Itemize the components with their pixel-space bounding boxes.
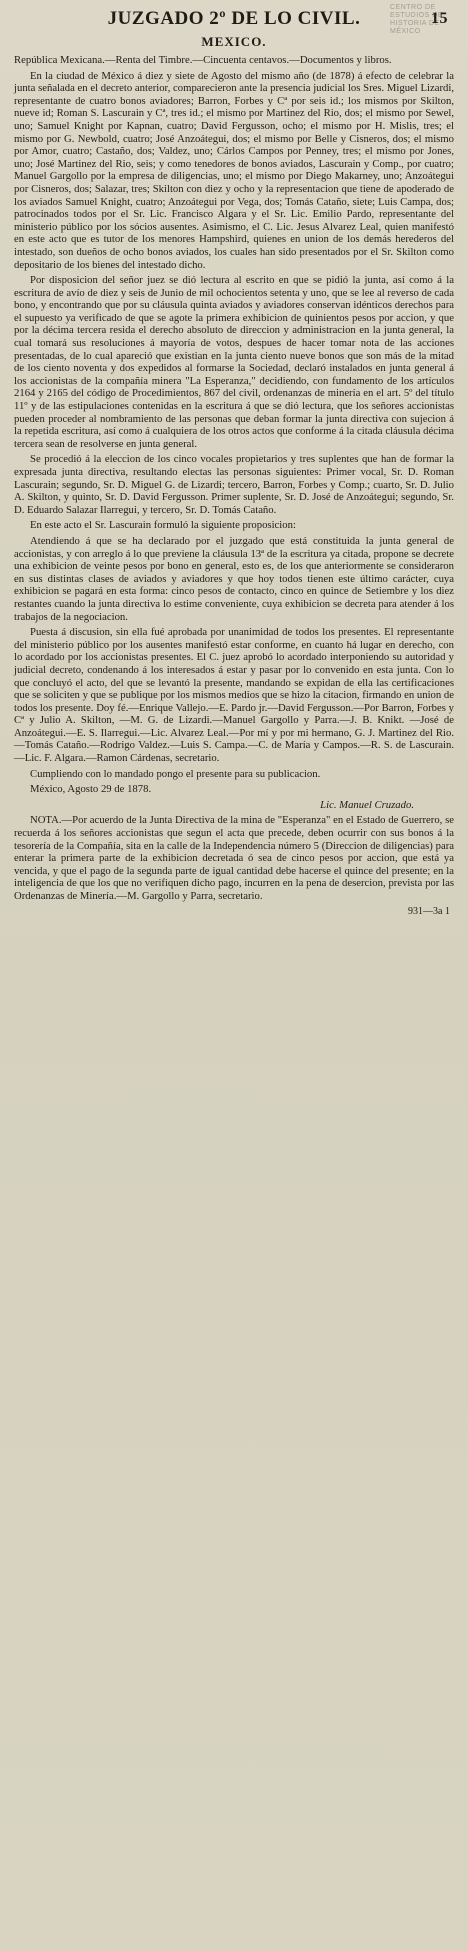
paragraph-3: Por disposicion del señor juez se dió lectura al escrito en que se pidió la junta, así como á la escritura de avío de diez y seis de Junio de mil ochocientos setenta y uno, que se lee al reverso de cada bono, y encontrando que por su cláusula quinta aviados y aviadores conservan idénticos derechos para el supuesto ya verificado de que se agote la primera exhibicion de quinientos pesos por accion, y que por la décima tercera resida el derecho absoluto de direccion y administracion en la junta general, la cual tomará sus resoluciones á mayoría de votos, despues de hacer tomar nota de las acciones presentadas, de lo cual apareció que existian en la junta ciento nueve bonos que son más de la mitad de los ciento noventa y dos expedidos al formarse la Sociedad, declaró instalados en junta general á los accionistas de la compañía minera "La Esperanza," decidiendo, con fundamento de los artículos 2164 y 2165 del código de Procedimientos, 867 del civil, ordenanzas de minería en el art. 5º del título 11º y de las estipulaciones contenidas en la escritura á que se dió lectura, que los señores accionistas pueden proceder al nombramiento de las personas que deban formar la junta directiva con sujecion á la repetida escritura, así como á cualquiera de los otros actos que conforme á la citada cláusula décima tercera sean de resolverse en junta general.: [14, 274, 454, 450]
paragraph-8: Cumpliendo con lo mandado pongo el presente para su publicacion.: [30, 767, 321, 780]
nota-paragraph: NOTA.—Por acuerdo de la Junta Directiva de la mina de "Esperanza" en el Estado de Guerrero, se recuerda á los señores accionistas que segun el acta que precede, deben ocurrir con sus bonos á la tesorería de la Compañía, sita en la calle de la Independencia número 5 (Direccion de diligencias) para enterar la primera parte de la exhibicion decretada ó sea de cinco pesos por accion, que está ya vencida, y que el pago de la segunda parte de igual cantidad debe hacerse el quince del presente; en la inteligencia de que los que no verifiquen dicho pago, incurren en la pena de desercion, prevista por las Ordenanzas de Minería.—M. Gargollo y Parra, secretario.: [14, 814, 454, 902]
paragraph-4: Se procedió á la eleccion de los cinco vocales propietarios y tres suplentes que han de formar la expresada junta directiva, resultando electas las personas siguientes: Primer vocal, Sr. D. Roman Lascurain; segundo, Sr. D. Miguel G. de Lizardi; tercero, Barron, Forbes y Comp.; cuarto, Sr. D. Julio A. Skilton, y quinto, Sr. D. David Fergusson. Primer suplente, Sr. D. José de Anzoátegui; segundo, Sr. D. Eduardo Salazar Ilarregui, y tercero, Sr. D. Tomás Cataño.: [14, 453, 454, 516]
paragraph-5: En este acto el Sr. Lascurain formuló la siguiente proposicion:: [30, 519, 296, 532]
paragraph-1: República Mexicana.—Renta del Timbre.—Cincuenta centavos.—Documentos y libros.: [14, 54, 392, 66]
publication-code: 931—3a 1: [408, 905, 450, 917]
header-title: JUZGADO 2º DE LO CIVIL.: [107, 8, 361, 29]
paragraph-7: Puesta á discusion, sin ella fué aprobada por unanimidad de todos los presentes. El representante del ministerio público por los ausentes manifestó estar conforme, en cuanto há lugar en derecho, con lo acordado por los accionistas presentes. El C. juez aprobó lo acordado interponiendo su autoridad y judicial decreto, condenando á los interesados á estar y pasar por lo convenido en esta junta. Con lo que concluyó el acto, del que se levantó la presente, mandando se expidan de ella las certificaciones que se soliciten y que se publique por los mismos medios que se hizo la citacion, firmando en union de todos los presente. Doy fé.—Enrique Vallejo.—E. Pardo jr.—David Fergusson.—Por Barron, Forbes y Cª y Julio A. Skilton, —M. G. de Lizardi.—Manuel Gargollo y Parra.—J. B. Knikt. —José de Anzoátegui.—E. S. Ilarregui.—Lic. Alvarez Leal.—Por mí y por mi hermano, G. J. Martinez del Rio.—Tomás Cataño.—Rodrigo Valdez.—Luis S. Campa.—C. de María y Campos.—R. S. de Lascurain.—Lic. F. Algara.—Ramon Cárdenas, secretario.: [14, 626, 454, 765]
signature: Lic. Manuel Cruzado.: [320, 798, 414, 811]
archive-watermark: CENTRO DE ESTUDIOS DE HISTORIA DE MÉXICO: [390, 4, 443, 35]
paragraph-6: Atendiendo á que se ha declarado por el juzgado que está constituida la junta general de accionistas, y con arreglo á lo que previene la cláusula 13ª de la escritura ya citada, propone se decrete una exhibicion de veinte pesos por bono en general, esto es, de los que anteriormente se consideraron en sus distintas clases de aviados y aviadores y que hoy todos tienen este último carácter, cuya exhibicion se pagará en esta forma: cinco pesos de contacto, cinco en quince de Setiembre y los diez restantes cuando la junta directiva lo estime conveniente, cuya exhibicion se decreta para atender á los trabajos de la negociacion.: [14, 534, 454, 623]
paragraph-2: En la ciudad de México á diez y siete de Agosto del mismo año (de 1878) á efecto de celebrar la junta señalada en el decreto anterior, comparecieron ante la presencia judicial los Sres. Miguel Lizardi, representante de cuatro bonos aviadores; Barron, Forbes y Cª por seis id.; los mismos por Skilton, nueve id; Roman S. Lascurain y Cª, tres id.; el mismo por Martinez del Rio, dos; el mismo por Sewel, uno; Samuel Knight por Kapnan, cuatro; David Fergusson, ocho; el mismo por H. Mislis, tres; el mismo por G. Newbold, cuatro; José Anzoátegui, dos; el mismo por Belle y Cisneros, dos; el mismo por Amor, cuatro; Castaño, dos; Valdez, uno; Cárlos Campos por Penney, tres; el mismo por Jones, uno; José Martinez del Rio, seis; y como tenedores de bonos aviados, Lascurain y Comp., por cuatro; Manuel Gargollo por la empresa de diligencias, uno; el mismo por Diego Makarney, uno; Anzoátegui por Cisneros, dos; Salazar, tres; Skilton con diez y ocho y la representacion que tiene de apoderado de los aviados Samuel Knight, cuatro; Anzoátegui por Vega, dos; Tomás Cataño, siete; Luis Campa, dos; patrocinados todos por el Sr. Lic. Francisco Algara y el Sr. Lic. Emilio Pardo, representante del ministerio público por los sócios ausentes. Asimismo, el C. Lic. Jesus Alvarez Leal, quien manifestó en este acto que es tutor de los menores Hampshird, quienes en union de los demás herederos del intestado, son dueños de ocho bonos aviados, los cuales han sido presentados por el Sr. Skilton como depositario de los bienes del intestado dicho.: [14, 69, 454, 271]
section-title: MEXICO.: [201, 34, 267, 49]
page-header: [14, 8, 454, 30]
page-number: 15: [431, 10, 448, 27]
date-line: México, Agosto 29 de 1878.: [30, 783, 152, 796]
